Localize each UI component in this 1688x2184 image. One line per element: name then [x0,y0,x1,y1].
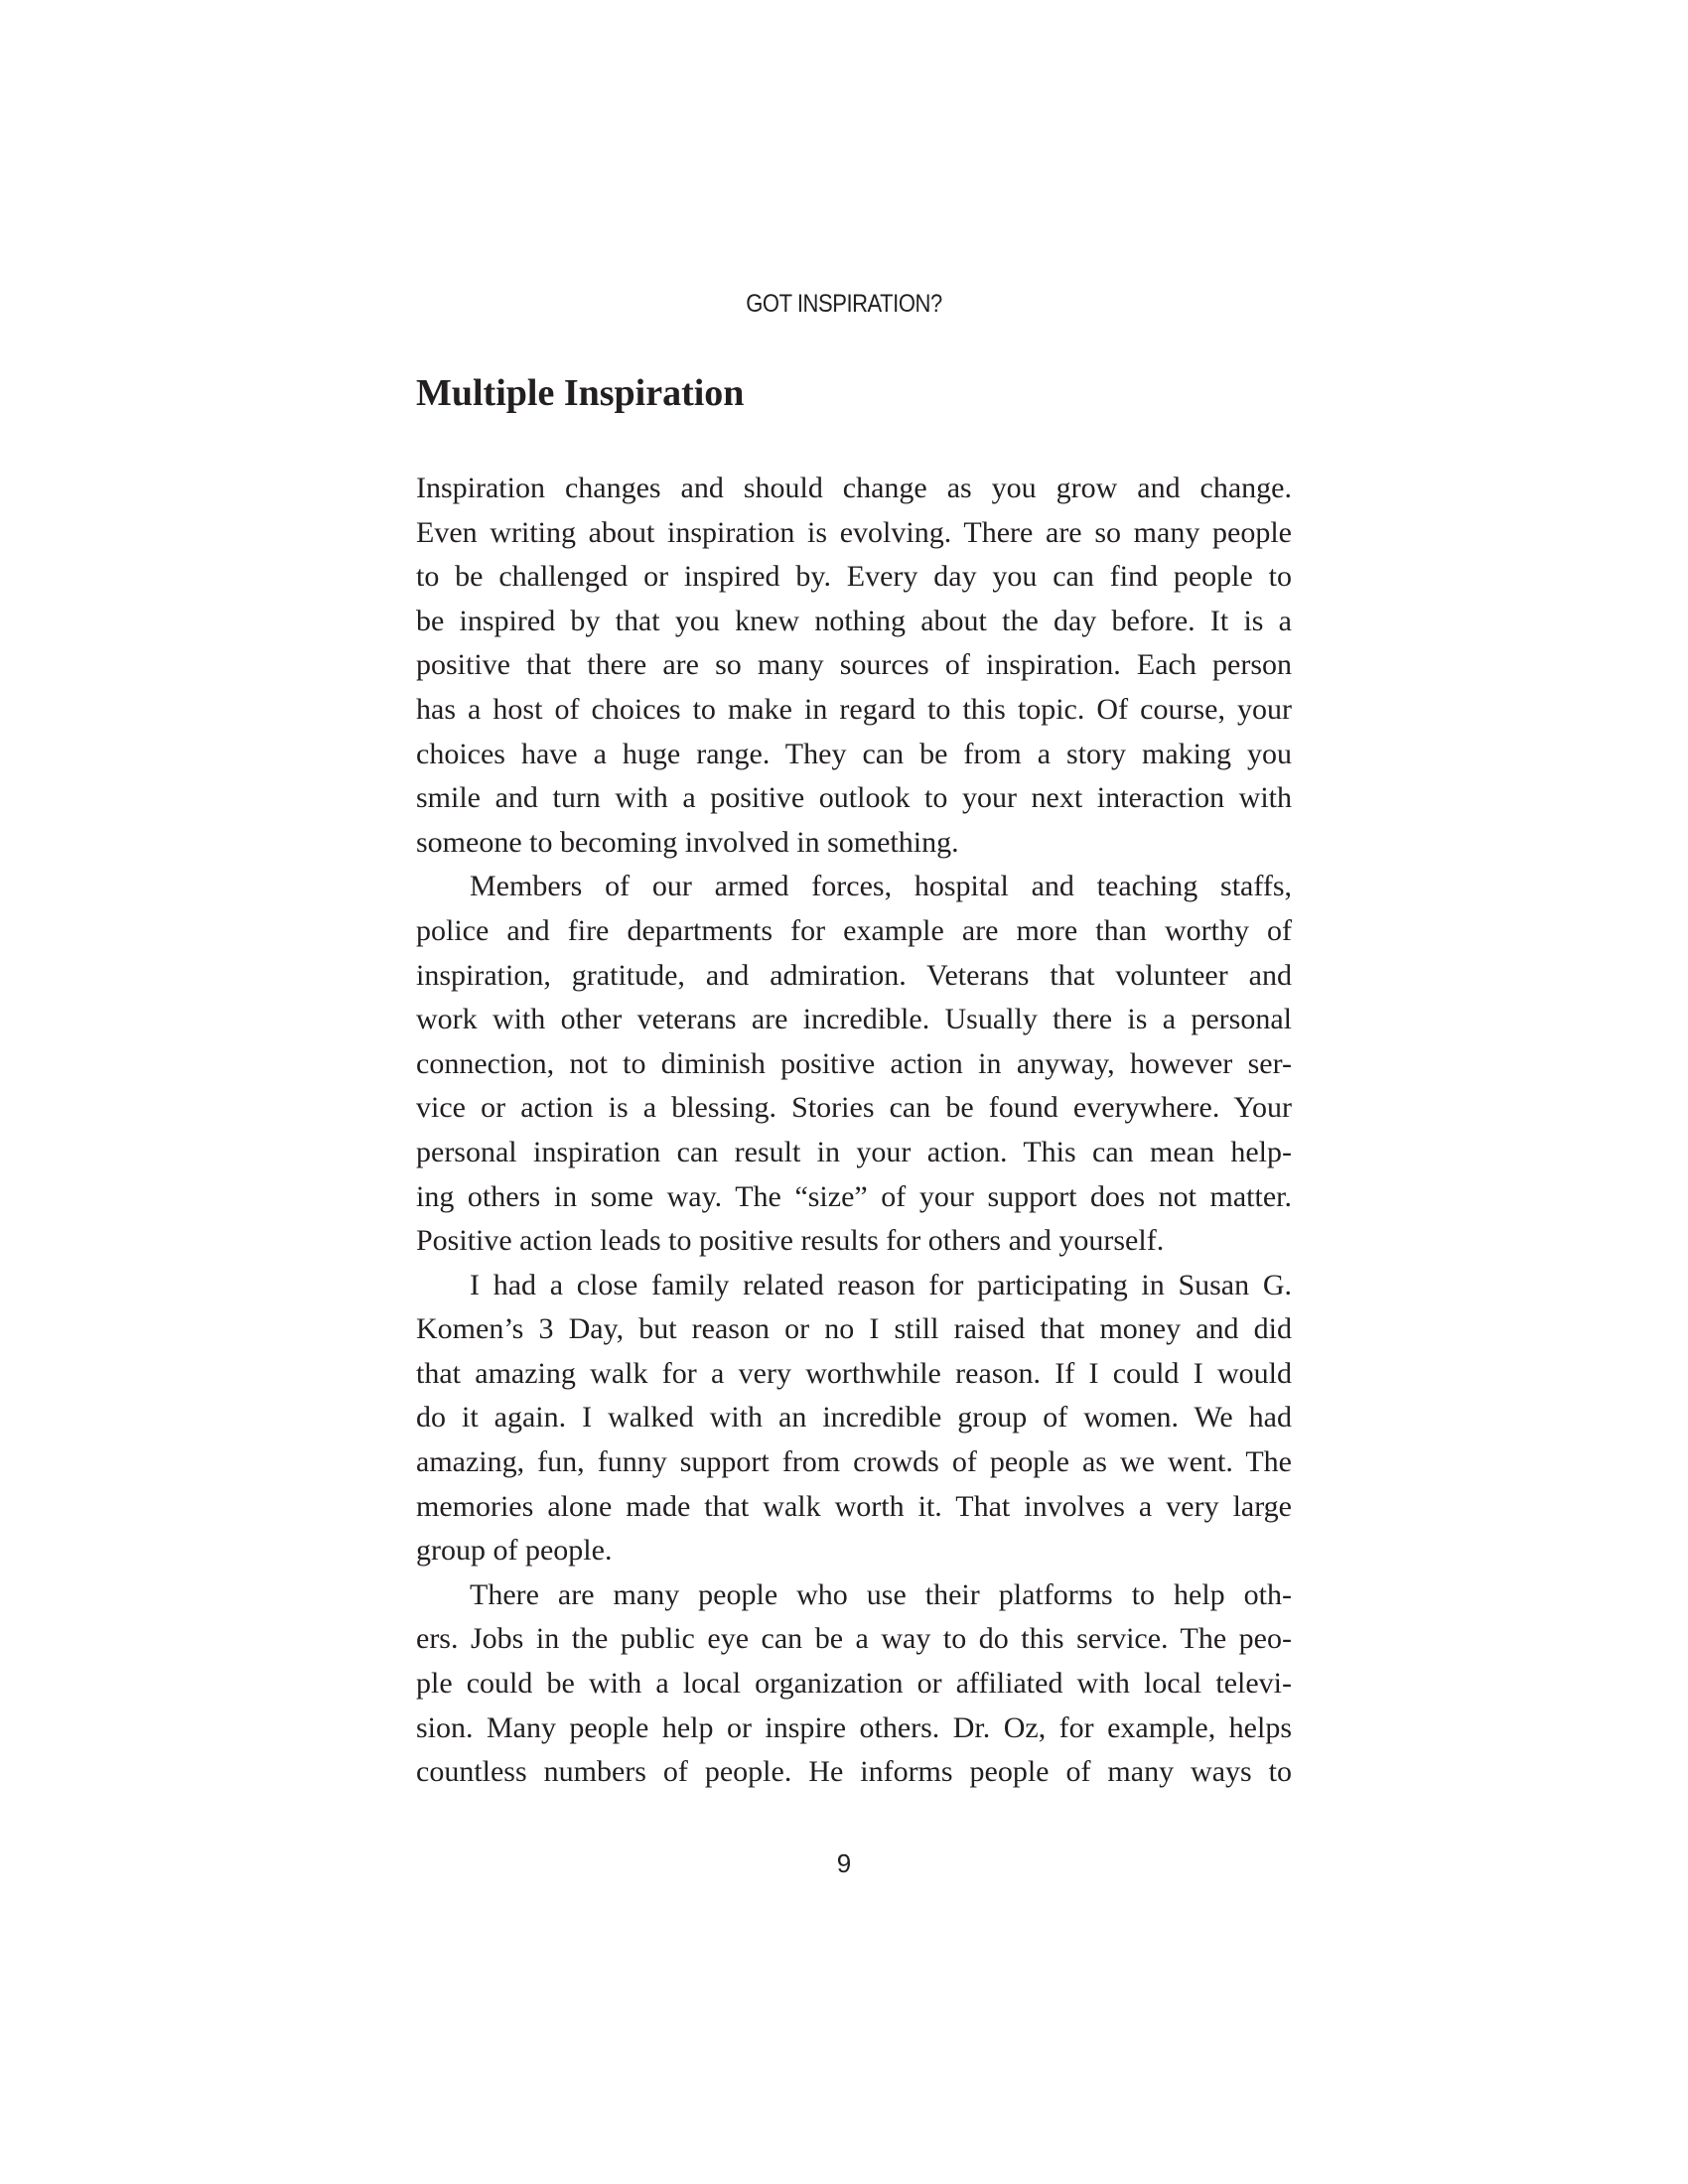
text-line: be inspired by that you knew nothing about the day before. It is a [416,604,1292,637]
text-line: ple could be with a local organization or affiliated with local televi- [416,1667,1292,1701]
text-line: Komen’s 3 Day, but reason or no I still raised that money and did [416,1312,1292,1346]
chapter-title: Multiple Inspiration [416,372,745,414]
text-line: smile and turn with a positive outlook to your next interaction with [416,781,1292,815]
page-number: 9 [836,1848,852,1878]
paragraph [416,1573,1292,1795]
text-line: personal inspiration can result in your action. This can mean help- [416,1135,1292,1168]
paragraph [416,467,1292,865]
text-line: police and fire departments for example are more than worthy of [416,913,1292,947]
text-line: Inspiration changes and should change as you grow and change. [416,472,1292,504]
text-line: inspiration, gratitude, and admiration. Veterans that volunteer and [416,958,1292,992]
text-line: has a host of choices to make in regard to this topic. Of course, your [416,692,1292,726]
running-head: GOT INSPIRATION? [746,290,942,318]
text-line: connection, not to diminish positive action in anyway, however ser- [416,1046,1292,1080]
text-line: countless numbers of people. He informs people of many ways to [416,1755,1292,1789]
text-line: memories alone made that walk worth it. That involves a very large [416,1489,1292,1523]
text-line: I had a close family related reason for participating in Susan G. [470,1268,1292,1301]
text-line: sion. Many people help or inspire others. Dr. Oz, for example, helps [416,1710,1292,1744]
text-line: ing others in some way. The “size” of your support does not matter. [416,1179,1292,1213]
paragraph [416,1264,1292,1573]
text-line: vice or action is a blessing. Stories can be found everywhere. Your [416,1091,1292,1125]
text-line: work with other veterans are incredible. Usually there is a personal [416,1003,1292,1036]
text-line: Even writing about inspiration is evolving. There are so many people [416,515,1292,549]
paragraph [416,865,1292,1263]
text-line: that amazing walk for a very worthwhile reason. If I could I would [416,1356,1292,1390]
text-line: someone to becoming involved in something. [416,825,959,859]
body-text [416,467,1292,1795]
text-line: to be challenged or inspired by. Every day you can find people to [416,560,1292,594]
text-line: ers. Jobs in the public eye can be a way to do this service. The peo- [416,1622,1292,1656]
text-line: There are many people who use their platforms to help oth- [470,1577,1292,1611]
text-line: Members of our armed forces, hospital and teaching staffs, [470,870,1292,903]
text-line: Positive action leads to positive results for others and yourself. [416,1224,1165,1258]
text-line: positive that there are so many sources of inspiration. Each person [416,648,1292,682]
text-line: group of people. [416,1534,613,1568]
text-line: do it again. I walked with an incredible group of women. We had [416,1401,1292,1434]
text-line: amazing, fun, funny support from crowds of people as we went. The [416,1445,1292,1479]
text-line: choices have a huge range. They can be from a story making you [416,737,1292,770]
